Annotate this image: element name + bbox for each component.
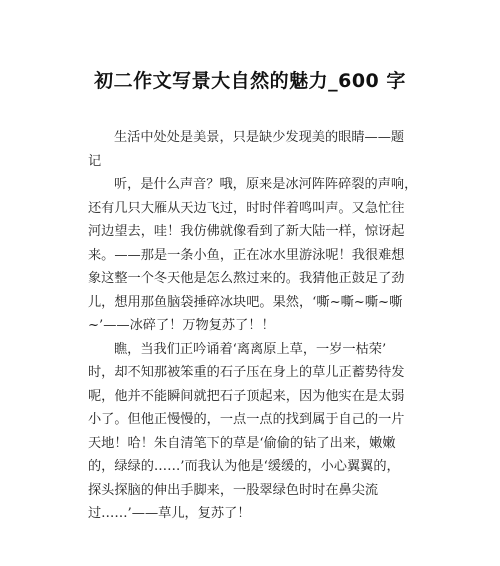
paragraph-line: ~’——冰碎了！万物复苏了！！ <box>88 318 275 333</box>
paragraph-line: 天地！哈！朱自清笔下的草是‘偷偷的钻了出来，嫩嫩 <box>88 435 396 451</box>
paragraph-line: 还有几只大雁从天边飞过，时时伴着鸣叫声。又急忙往 <box>88 200 405 216</box>
essay-body <box>88 126 418 526</box>
paragraph-line: 记 <box>88 153 102 169</box>
paragraph-line: 来。——那是一条小鱼，正在冰水里游泳呢！我很难想 <box>88 247 405 263</box>
paragraph-line: 小了。但他正慢慢的，一点一点的找到属于自己的一片 <box>88 412 405 427</box>
paragraph-line: 生活中处处是美景，只是缺少发现美的眼睛——题 <box>114 130 405 145</box>
paragraph-line: 瞧，当我们正吟诵着‘离离原上草，一岁一枯荣’ <box>114 341 387 357</box>
paragraph-line: 过……’——草儿，复苏了！ <box>88 506 251 521</box>
paragraph-line: 呢，他并不能瞬间就把石子顶起来，因为他实在是太弱 <box>88 388 405 404</box>
paragraph-line: 听，是什么声音？哦，原来是冰河阵阵碎裂的声响， <box>114 177 418 192</box>
paragraph-line: 儿，想用那鱼脑袋捶碎冰块吧。果然，‘嘶~嘶~嘶~嘶 <box>88 294 403 310</box>
paragraph-line: 象这整一个冬天他是怎么熬过来的。我猜他正鼓足了劲 <box>88 271 405 286</box>
paragraph-line: 探头探脑的伸出手脚来，一股翠绿色时时在鼻尖流 <box>88 482 379 498</box>
paragraph-line: 时，却不知那被笨重的石子压在身上的草儿正蓄势待发 <box>88 365 405 380</box>
paragraph-line: 的，绿绿的……’而我认为他是‘缓缓的，小心翼翼的， <box>88 459 400 474</box>
page-title: 初二作文写景大自然的魅力_600 字 <box>94 70 406 92</box>
paragraph-line: 河边望去，哇！我仿佛就像看到了新大陆一样，惊讶起 <box>88 224 405 239</box>
